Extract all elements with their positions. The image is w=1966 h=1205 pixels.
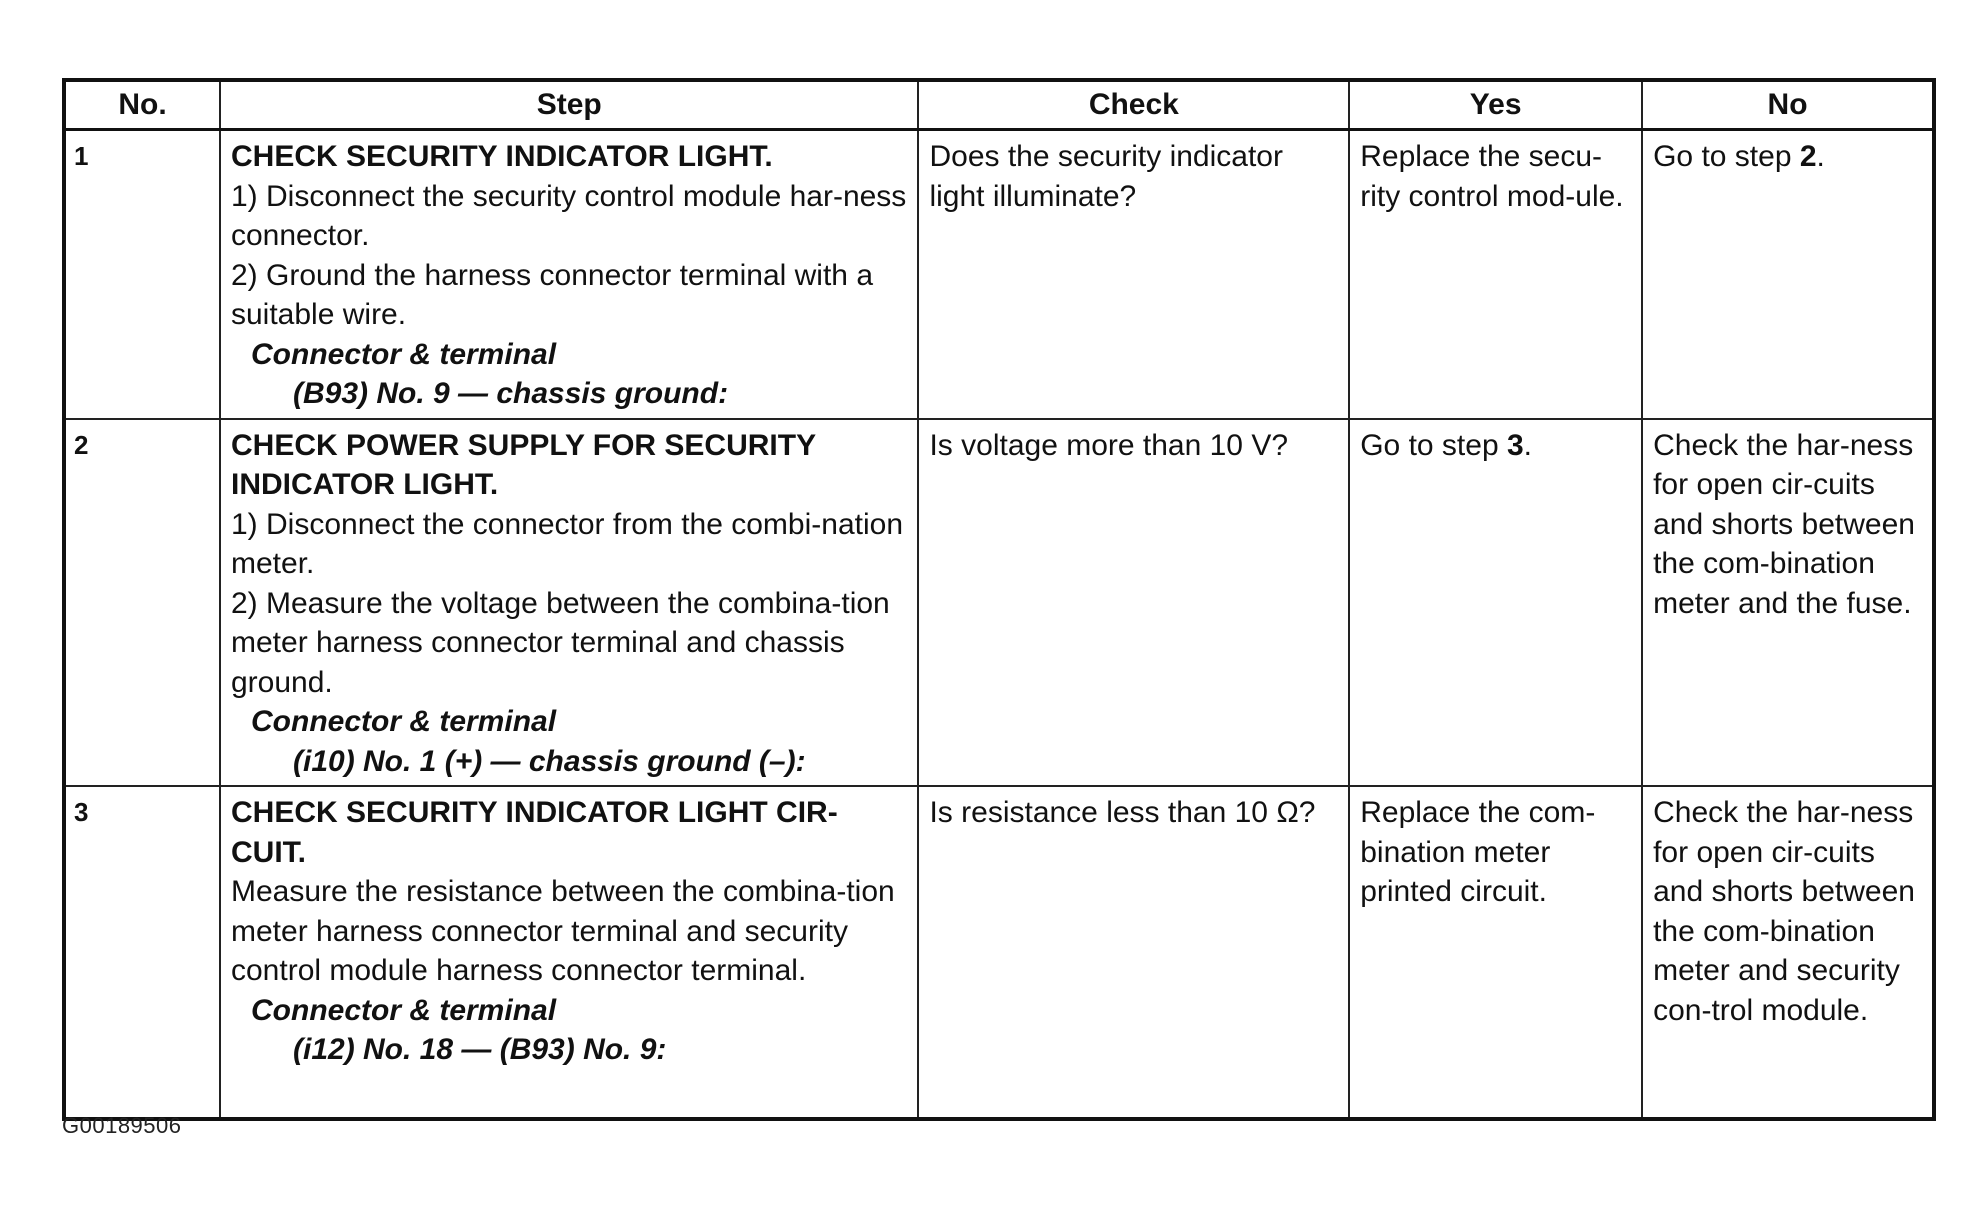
header-no: No. [64,80,220,130]
step-number: 2 [64,419,220,787]
header-yes: Yes [1349,80,1642,130]
diagnostic-table [62,78,1936,1121]
yes-cell [1349,419,1642,787]
connector-value: (i10) No. 1 (+) — chassis ground (–): [293,744,806,778]
connector-value: (i12) No. 18 — (B93) No. 9: [293,1033,667,1066]
goto-step-number: 2 [1799,140,1817,173]
step-title: CHECK POWER SUPPLY FOR SECURITY INDICATOR LIGHT. [231,428,816,501]
step-cell [220,419,918,787]
header-row [64,80,1934,130]
no-cell: Check the har-ness for open cir-cuits and shorts between the com-bination meter and the fuse. [1642,419,1934,787]
figure-id: G00189506 [62,1113,182,1138]
step-instruction: 2) Ground the harness connector terminal with a suitable wire. [231,258,873,331]
goto-prefix: Go to step [1360,428,1507,462]
header-no-result: No [1642,80,1934,130]
yes-cell: Replace the com-bination meter printed circuit. [1349,786,1642,1119]
step-instruction: 1) Disconnect the security control module har-ness connector. [231,179,907,252]
goto-prefix: Go to step [1653,140,1800,173]
step-title: CHECK SECURITY INDICATOR LIGHT CIR-CUIT. [231,796,838,869]
header-check: Check [918,80,1349,130]
yes-cell: Replace the secu-rity control mod-ule. [1349,130,1642,419]
step-instruction: 1) Disconnect the connector from the combi-nation meter. [231,507,903,580]
connector-label: Connector & terminal [251,993,557,1027]
step-cell [220,786,918,1119]
header-step: Step [220,80,918,130]
goto-suffix: . [1816,140,1825,173]
goto-step-number: 3 [1506,428,1524,462]
step-cell [220,130,918,419]
goto-suffix: . [1523,428,1532,462]
check-cell: Does the security indicator light illuminate? [918,130,1349,419]
no-cell [1642,130,1934,419]
check-cell: Is voltage more than 10 V? [918,419,1349,787]
table-row [64,419,1934,787]
step-number: 1 [64,130,220,419]
table-row [64,130,1934,419]
check-cell: Is resistance less than 10 Ω? [918,786,1349,1119]
connector-value: (B93) No. 9 — chassis ground: [293,377,729,410]
step-number: 3 [64,786,220,1119]
step-instruction: 2) Measure the voltage between the combina-tion meter harness connector terminal and chassis ground. [231,586,890,699]
connector-label: Connector & terminal [251,705,557,738]
no-cell: Check the har-ness for open cir-cuits and shorts between the com-bination meter and security con-trol module. [1642,786,1934,1119]
step-instruction: Measure the resistance between the combina-tion meter harness connector terminal and security control module harness connector terminal. [231,875,895,987]
table-row [64,786,1934,1119]
connector-label: Connector & terminal [251,337,557,371]
step-title: CHECK SECURITY INDICATOR LIGHT. [231,140,773,173]
